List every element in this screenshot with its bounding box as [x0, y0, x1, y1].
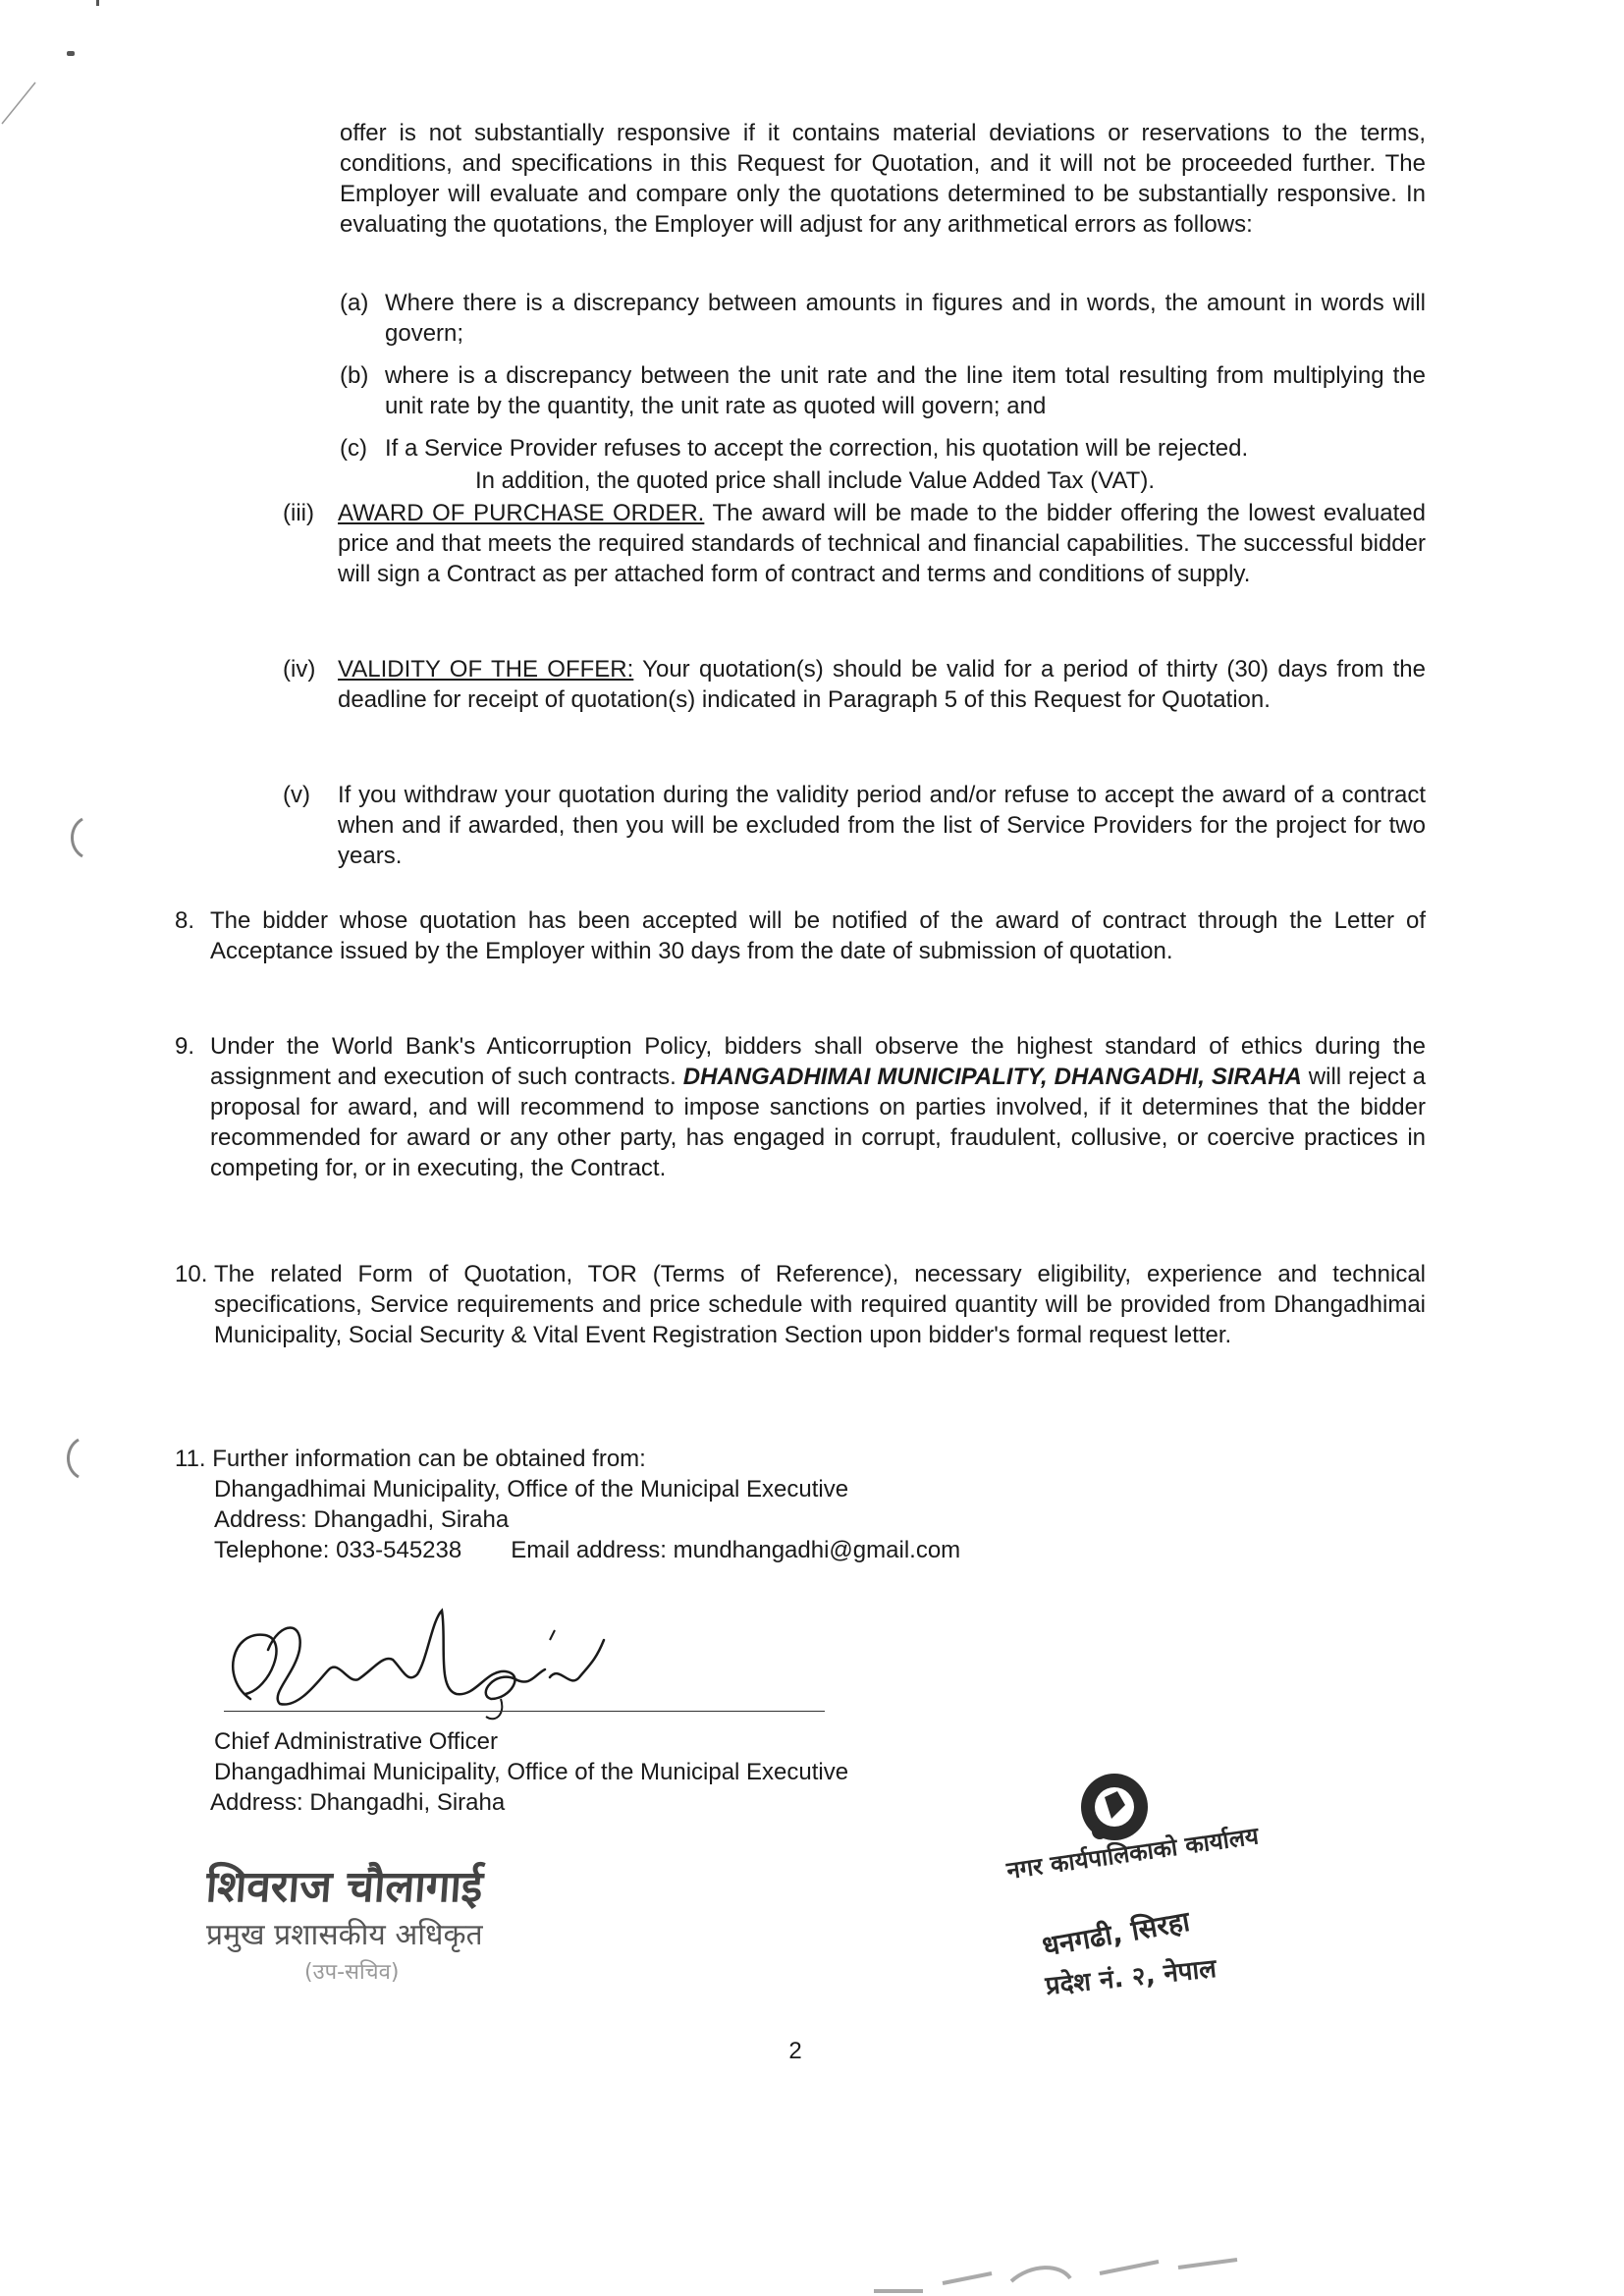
info-address: Address: Dhangadhi, Siraha [214, 1506, 510, 1533]
sub-item-c [340, 433, 1426, 464]
roman-marker: (iii) [283, 500, 314, 526]
stamp-bleed-mark [864, 2254, 1276, 2296]
evaluation-sub-items [340, 288, 1426, 464]
seal-text-top: नगर कार्यपालिकाको कार्यालय [1004, 1822, 1261, 1886]
item-text: Under the World Bank's Anticorruption Policy, bidders shall observe the highest standard of ethics during the assignment and execution of such contracts. [210, 1033, 1426, 1090]
numbered-item-9 [175, 1031, 1426, 1183]
signatory-block [210, 1726, 1098, 1818]
roman-text: If you withdraw your quotation during the validity period and/or refuse to accept the award of a contract when and if awarded, then you will be excluded from the list of Service Providers for the project for two years. [338, 782, 1426, 869]
stamp-designation: प्रमुख प्रशासकीय अधिकृत [206, 1918, 483, 1952]
item-text: will reject a proposal for award, and will recommend to impose sanctions on parties involved, if it determines that the bidder recommended for award or any other party, has engaged in corrupt, fraudulent, collusive, or coercive practices in competing for, or in executing, the Contract. [210, 1064, 1426, 1181]
item-number: 11. [175, 1446, 206, 1472]
roman-text: The award will be made to the bidder offering the lowest evaluated price and that meets the required standards of technical and financial capabilities. The successful bidder will sign a Contract as per attached form of contract and terms and conditions of supply. [338, 500, 1426, 587]
sub-item-text: If a Service Provider refuses to accept the correction, his quotation will be rejected. [385, 435, 1249, 462]
info-heading: Further information can be obtained from: [212, 1446, 646, 1472]
scan-mark [67, 51, 75, 56]
page-number: 2 [788, 2038, 802, 2064]
sub-item-a [340, 288, 1426, 349]
signatory-title: Chief Administrative Officer [214, 1728, 498, 1755]
further-information [175, 1444, 1353, 1565]
punch-hole-mark [57, 1434, 86, 1483]
municipality-name: DHANGADHIMAI MUNICIPALITY, DHANGADHI, SIRAHA [682, 1064, 1302, 1090]
handwritten-signature [211, 1601, 839, 1728]
roman-heading: AWARD OF PURCHASE ORDER. [338, 500, 705, 526]
item-number: 9. [175, 1033, 195, 1060]
roman-item-iii [283, 498, 1426, 589]
roman-text: Your quotation(s) should be valid for a period of thirty (30) days from the deadline for receipt of quotation(s) indicated in Paragraph 5 of this Request for Quotation. [338, 656, 1426, 713]
numbered-item-10 [175, 1259, 1426, 1350]
roman-item-v [283, 780, 1426, 871]
municipal-seal [1001, 1758, 1296, 2033]
officer-name-stamp [206, 1861, 619, 2018]
vat-note: In addition, the quoted price shall include Value Added Tax (VAT). [475, 467, 1155, 494]
sub-item-b [340, 360, 1426, 421]
info-telephone: Telephone: 033-545238 [214, 1537, 462, 1563]
signature-line [224, 1711, 825, 1712]
sub-item-text: where is a discrepancy between the unit rate and the line item total resulting from multiplying the unit rate by the quantity, the unit rate as quoted will govern; and [385, 362, 1426, 419]
punch-hole-mark [61, 813, 90, 862]
seal-text-middle: धनगढी, सिरहा [1040, 1904, 1193, 1963]
signatory-address: Address: Dhangadhi, Siraha [210, 1789, 506, 1816]
roman-item-iv [283, 654, 1426, 715]
info-email: Email address: mundhangadhi@gmail.com [511, 1537, 961, 1563]
scan-mark [96, 0, 99, 6]
item-number: 8. [175, 907, 195, 934]
sub-item-marker: (a) [340, 290, 369, 316]
roman-heading: VALIDITY OF THE OFFER: [338, 656, 634, 683]
roman-marker: (v) [283, 782, 310, 808]
numbered-item-8 [175, 905, 1426, 966]
intro-paragraph: offer is not substantially responsive if it contains material deviations or reservations to the terms, conditions, and specifications in this Request for Quotation, and it will not be proceeded further. The Employer will evaluate and compare only the quotations determined to be substantially responsive. In evaluating the quotations, the Employer will adjust for any arithmetical errors as follows: [340, 120, 1426, 238]
sub-item-marker: (b) [340, 362, 369, 389]
roman-marker: (iv) [283, 656, 316, 683]
sub-item-marker: (c) [340, 435, 367, 462]
scan-edge-line [0, 79, 39, 128]
seal-text-bottom: प्रदेश नं. २, नेपाल [1044, 1953, 1218, 2001]
info-office: Dhangadhimai Municipality, Office of the Municipal Executive [214, 1476, 849, 1503]
item-text: The related Form of Quotation, TOR (Terms of Reference), necessary eligibility, experience and technical specifications, Service requirements and price schedule with required quantity will be provided from Dhangadhimai Municipality, Social Security & Vital Event Registration Section upon bidder's formal request letter. [214, 1261, 1426, 1348]
item-number: 10. [175, 1261, 208, 1287]
sub-item-text: Where there is a discrepancy between amounts in figures and in words, the amount in words will govern; [385, 290, 1426, 347]
signatory-office: Dhangadhimai Municipality, Office of the Municipal Executive [214, 1759, 849, 1785]
item-text: The bidder whose quotation has been accepted will be notified of the award of contract through the Letter of Acceptance issued by the Employer within 30 days from the date of submission of quotation. [210, 907, 1426, 964]
stamp-name: शिवराज चौलागाई [204, 1862, 485, 1912]
stamp-rank: (उप-सचिव) [304, 1960, 400, 1985]
